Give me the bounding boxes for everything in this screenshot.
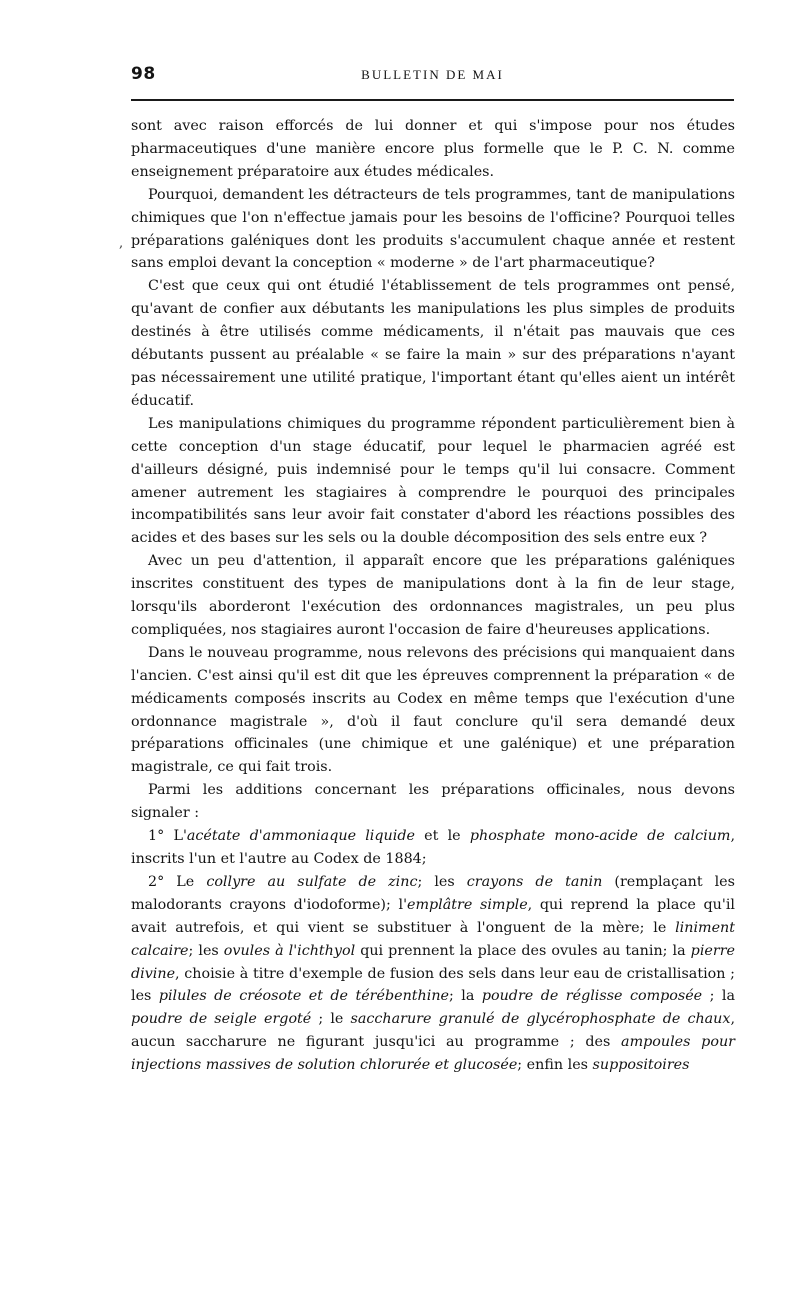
text-run: , aucun saccharure ne figurant jusqu'ici au programme ; des — [131, 1011, 736, 1051]
italic-term: suppositoires — [592, 1057, 690, 1074]
paragraph: Parmi les additions concernant les préparations officinales, nous devons signaler : — [131, 782, 735, 822]
list-item-1 — [131, 825, 735, 871]
margin-mark: , — [119, 236, 124, 251]
page-header — [131, 64, 734, 88]
text-run: ; les — [188, 942, 224, 959]
italic-term: crayons de tanin — [466, 873, 603, 890]
text-run: , choisie à titre d'exemple de fusion des sels dans leur eau de cristallisation ; les — [131, 965, 735, 1005]
italic-term: pierre divine — [131, 942, 735, 982]
page-number: 98 — [131, 64, 156, 84]
text-run: , inscrits l'un et l'autre au Codex de 1884; — [131, 828, 735, 867]
text-run: ; enfin les — [517, 1057, 593, 1074]
italic-term: collyre au sulfate de zinc — [206, 873, 418, 890]
text-run: , qui reprend la place qu'il avait autrefois, et qui vient se substituer à l'onguent de la mère; le — [131, 896, 735, 936]
italic-term: liniment calcaire — [131, 919, 735, 959]
paragraph: Avec un peu d'attention, il apparaît encore que les préparations galéniques inscrites constituent des types de manipulations dont à la fin de leur stage, lorsqu'ils aborderont l'exécution des ordonnances magistrales, un peu plus compliquées, nos stagiaires auront l'occasion de faire d'heureuses applications. — [131, 553, 735, 638]
text-run: 1° L' — [148, 828, 187, 845]
italic-term: acétate d'ammoniaque liquide — [186, 828, 415, 845]
text-run: et le — [414, 828, 470, 845]
paragraph: Dans le nouveau programme, nous relevons des précisions qui manquaient dans l'ancien. C'est ainsi qu'il est dit que les épreuves comprennent la préparation « de médicaments composés inscrits au Codex en même temps que l'exécution d'une ordonnance magistrale », d'où il faut conclure qu'il sera demandé deux préparations officinales (une chimique et une galénique) et une préparation magistrale, ce qui fait trois. — [131, 644, 735, 776]
text-run: ; les — [417, 873, 467, 890]
header-rule — [131, 99, 734, 101]
italic-term: emplâtre simple — [407, 896, 528, 913]
italic-term: poudre de réglisse composée — [481, 988, 703, 1005]
text-run: ; le — [311, 1011, 351, 1028]
text-run: 2° Le — [148, 873, 207, 890]
paragraph: sont avec raison efforcés de lui donner et qui s'impose pour nos études pharmaceutiques d'une manière encore plus formelle que le P. C. N. comme enseignement préparatoire aux études médicales. — [131, 118, 735, 180]
italic-term: poudre de seigle ergoté — [131, 1011, 312, 1028]
paragraph: Pourquoi, demandent les détracteurs de tels programmes, tant de manipulations chimiques que l'on n'effectue jamais pour les besoins de l'officine? Pourquoi telles préparations galéniques dont les produits s'accumulent chaque année et restent sans emploi devant la conception « moderne » de l'art pharmaceutique? — [131, 186, 735, 272]
text-run: ; la — [702, 988, 735, 1005]
text-run: ; la — [449, 988, 482, 1005]
italic-term: saccharure granulé de glycérophosphate de chaux — [350, 1011, 731, 1028]
text-run: qui prennent la place des ovules au tanin; la — [355, 942, 691, 959]
list-item-2 — [131, 871, 735, 1077]
italic-term: pilules de créosote et de térébenthine — [158, 988, 449, 1005]
paragraph: Les manipulations chimiques du programme répondent particulièrement bien à cette conception d'un stage éducatif, pour lequel le pharmacien agréé est d'ailleurs désigné, puis indemnisé pour le temps qu'il lui consacre. Comment amener autrement les stagiaires à comprendre le pourquoi des principales incompatibilités sans leur avoir fait constater d'abord les réactions possibles des acides et des bases sur les sels ou la double décomposition des sels entre eux ? — [131, 415, 735, 547]
text-run: (remplaçant les malodorants crayons d'iodoforme); l' — [131, 873, 735, 913]
italic-term: ovules à l'ichthyol — [223, 942, 356, 959]
paragraph: C'est que ceux qui ont étudié l'établissement de tels programmes ont pensé, qu'avant de confier aux débutants les manipulations les plus simples de produits destinés à être utilisés comme médicaments, il n'était pas mauvais que ces débutants pussent au préalable « se faire la main » sur des préparations n'ayant pas nécessairement une utilité pratique, l'important étant qu'elles aient un intérêt éducatif. — [131, 278, 735, 409]
running-title: BULLETIN DE MAI — [361, 67, 504, 82]
italic-term: phosphate mono-acide de calcium — [469, 828, 731, 845]
italic-term: ampoules pour injections massives de solution chlorurée et glucosée — [131, 1034, 735, 1074]
body-text — [131, 115, 735, 1077]
